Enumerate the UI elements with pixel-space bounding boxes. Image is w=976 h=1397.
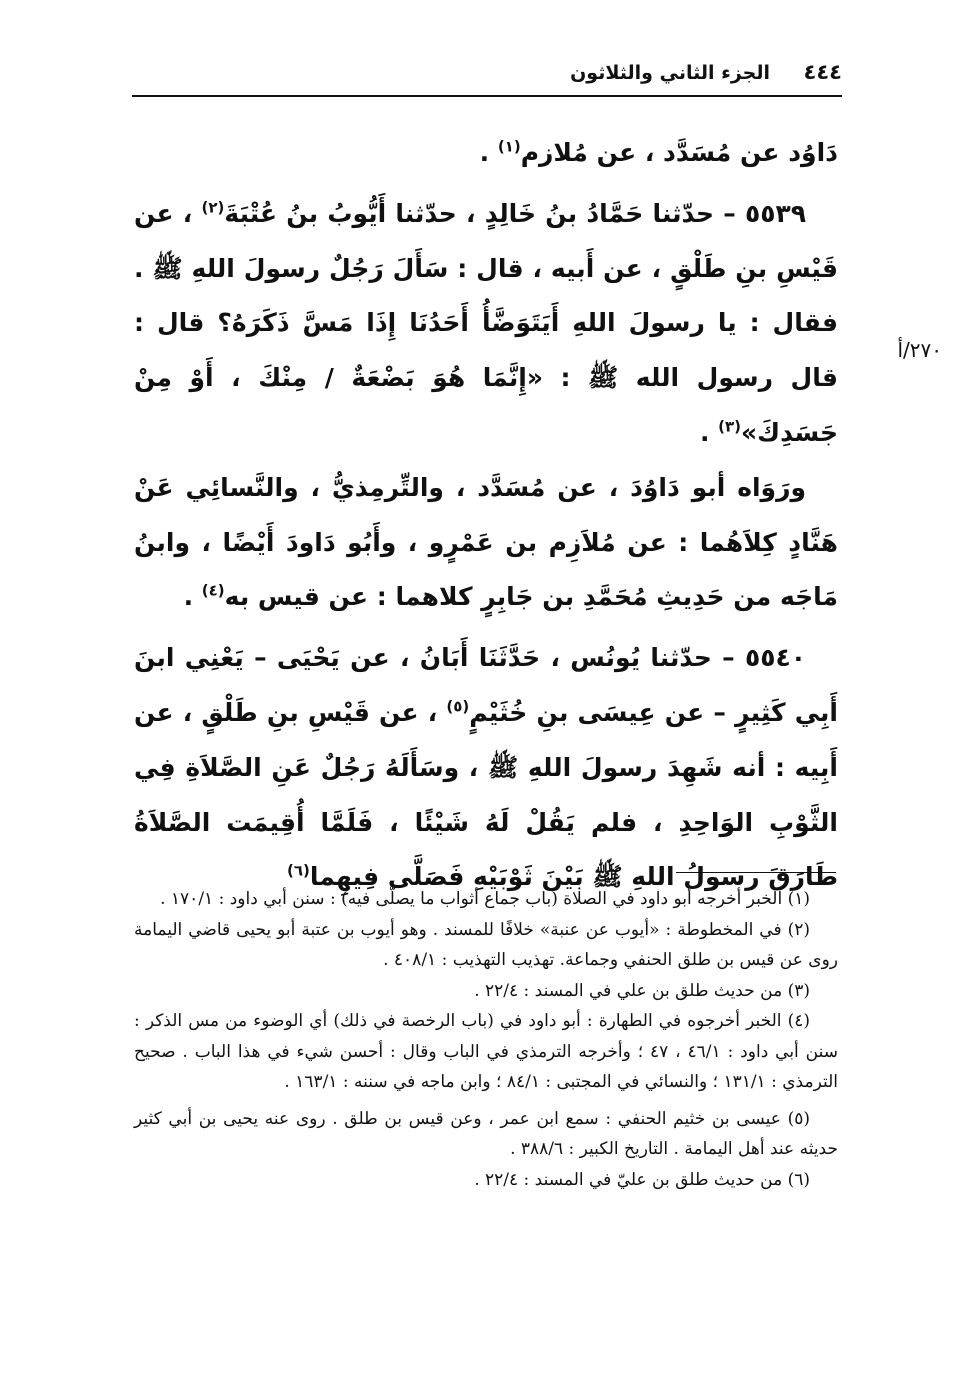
footnote-4: (٤) الخبر أخرجوه في الطهارة : أبو داود في (باب الرخصة في ذلك) أي الوضوء من مس الذكر : سنن أبي داود : ٤٦/١ ، ٤٧ ؛ وأخرجه الترمذي في الباب وقال : أحسن شيء في هذا الباب . صحيح الترمذي : ١٣١/١ ؛ والنسائي في المجتبى : ٨٤/١ ؛ وابن ماجه في سننه : ١٦٣/١ . (134, 1011, 838, 1092)
narration-text: ورَوَاه أبو دَاوُدَ ، عن مُسَدَّد ، والتِّرمِذيُّ ، والنَّسائِي عَنْ هَنَّادٍ كِلاَهُما : عن مُلاَزِم بن عَمْرٍو ، وأَبُو دَاودَ أَيْضًا ، وابنُ مَاجَه من حَدِيثِ مُحَمَّدِ بن جَابِرٍ كلاهما : عن قيس به (134, 472, 838, 612)
main-text (134, 126, 838, 905)
hadith-5540-part-b: ، عن قَيْسِ بنِ طَلْقٍ ، عن أَبِيه : أنه شَهِدَ رسولَ اللهِ ﷺ ، وسَأَلَهُ رَجُلٌ عَنِ الصَّلاَةِ فِي الثَّوْبِ الوَاحِدِ ، فلم يَقُلْ لَهُ شَيْئًا ، فَلَمَّا أُقِيمَت الصَّلاَةُ طَارَقَ رسولُ اللهِ ﷺ بَيْنَ ثَوْبَيْهِ فَصَلَّى فِيهِما (134, 697, 838, 892)
footnote-ref-1[interactable]: (١) (497, 137, 521, 156)
paragraph-1-text: دَاوُد عن مُسَدَّد ، عن مُلازم (520, 138, 838, 167)
footnote-6: (٦) من حديث طلق بن عليّ في المسند : ٢٢/٤ . (474, 1169, 810, 1190)
manuscript-folio-marker: ٢٧٠/أ (897, 338, 942, 362)
running-head: الجزء الثاني والثلاثون (570, 62, 770, 84)
hadith-5540-part-a: – حدّثنا يُونُس ، حَدَّثَنَا أَبَانُ ، عن يَحْيَى – يَعْنِي ابنَ أَبِي كَثِيرٍ – عن عِيسَى بنِ خُثَيْمٍ (134, 643, 839, 727)
paragraph-1-end: . (479, 138, 498, 167)
hadith-5539-part-b: ، عن قَيْسِ بنِ طَلْقٍ ، عن أَبيه ، قال : سَأَلَ رَجُلٌ رسولَ اللهِ ﷺ . فقال : يا رسولَ اللهِ أَيَتَوَضَّأُ أَحَدُنَا إِذَا مَسَّ ذَكَرَهُ؟ قال : قال رسول الله ﷺ : «إِنَّمَا هُوَ بَضْعَةٌ / مِنْكَ ، أَوْ مِنْ جَسَدِكَ» (134, 198, 838, 447)
narration-end: . (183, 582, 202, 612)
footnote-ref-2[interactable]: (٢) (201, 198, 225, 217)
footnote-ref-4[interactable]: (٤) (201, 582, 225, 601)
hadith-5540 (134, 631, 838, 905)
page-header (132, 56, 842, 96)
footnote-1: (١) الخبر أخرجه أبو داود في الصلاة (باب جماع أثواب ما يصلّى فيه) : سنن أبي داود : ١٧٠/١ . (160, 889, 810, 909)
hadith-5539-part-a: – حدّثنا حَمَّادُ بنُ خَالِدٍ ، حدّثنا أَيُّوبُ بنُ عُتْبَةَ (224, 198, 745, 228)
footnote-5: (٥) عيسى بن خثيم الحنفي : سمع ابن عمر ، وعن قيس بن طلق . روى عنه يحيى بن أبي كثير حديثه عند أهل اليمامة . التاريخ الكبير : ٣٨٨/٦ . (134, 1108, 838, 1159)
narration-paragraph (134, 461, 838, 625)
footnote-separator (676, 872, 836, 873)
footnotes (134, 884, 838, 1195)
hadith-number-5539: ٥٥٣٩ (744, 198, 806, 228)
header-rule (132, 95, 842, 97)
footnote-2: (٢) في المخطوطة : «أيوب عن عنبة» خلافًا للمسند . وهو أيوب بن عتبة أبو يحيى قاضي اليمامة روى عن قيس بن طلق الحنفي وجماعة. تهذيب التهذيب : ٤٠٨/١ . (134, 919, 838, 970)
hadith-number-5540: ٥٥٤٠ (744, 643, 806, 673)
hadith-5539 (134, 187, 838, 461)
page-number: ٤٤٤ (803, 60, 842, 84)
footnote-ref-3[interactable]: (٣) (718, 417, 742, 436)
footnote-ref-5[interactable]: (٥) (446, 697, 470, 716)
paragraph-continuation (134, 126, 838, 181)
hadith-5539-end: . (699, 417, 719, 447)
footnote-3: (٣) من حديث طلق بن علي في المسند : ٢٢/٤ . (474, 980, 810, 1001)
footnote-ref-6[interactable]: (٦) (287, 862, 310, 881)
